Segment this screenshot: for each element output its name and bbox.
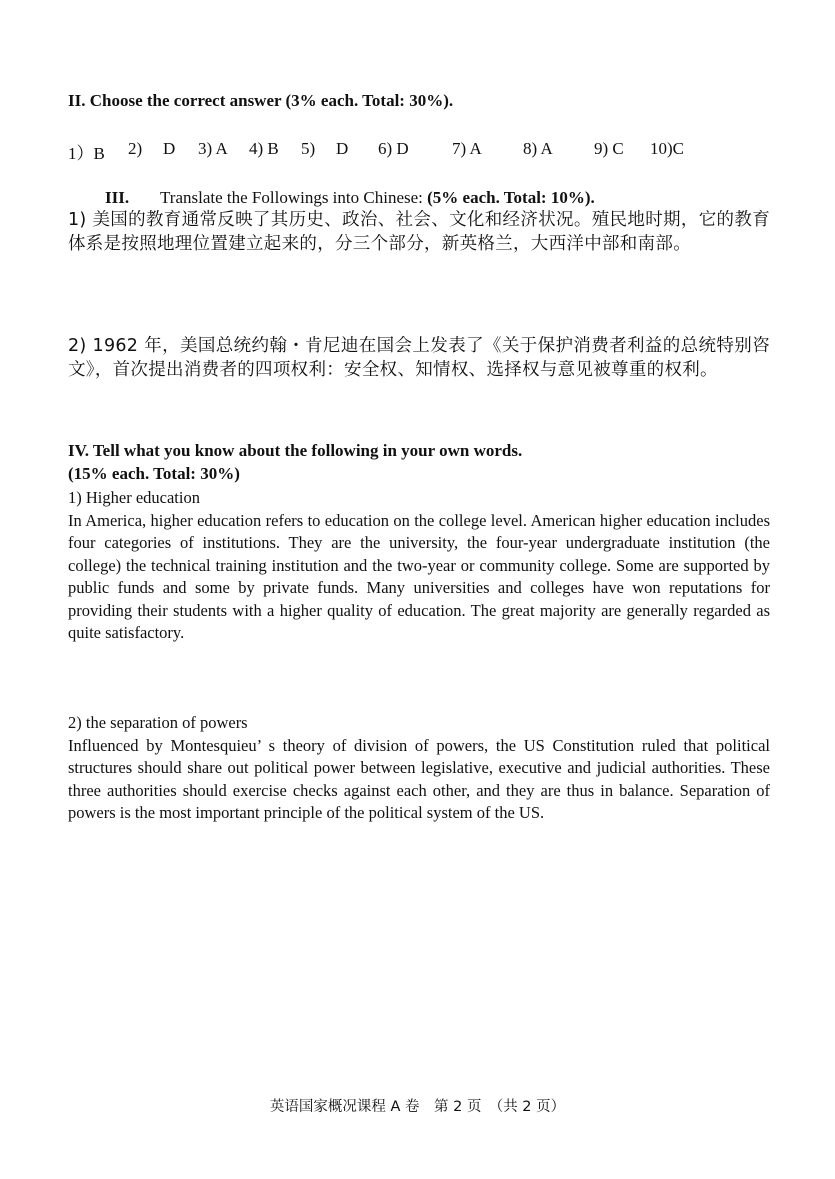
answer-7: 7) A — [452, 139, 482, 158]
answer-10: 10)C — [650, 139, 684, 158]
translation-2: 2) 1962 年，美国总统约翰・肯尼迪在国会上发表了《关于保护消费者利益的总统特别咨文》，首次提出消费者的四项权利：安全权、知情权、选择权与意见被尊重的权利。 — [68, 336, 770, 380]
page-footer: 英语国家概况课程 A 卷 第 2 页 （共 2 页） — [269, 1099, 566, 1115]
section-4-points: (15% each. Total: 30%) — [68, 464, 240, 483]
answer-3: 3) A — [198, 139, 228, 158]
section-3-points: (5% each. Total: 10%). — [427, 188, 595, 207]
answer-6: 6) D — [378, 139, 409, 158]
essay-1-body: In America, higher education refers to education on the college level. American higher education includes four categories of institutions. They are the university, the four-year undergraduate institution (the college) the technical training institution and the two-year or community college. Some are supported by public funds and some by private funds. Many universities and colleges have won reputations for providing their students with a higher quality of education. The great majority are generally regarded as quite satisfactory. — [68, 510, 770, 642]
answer-4: 4) B — [249, 139, 279, 158]
essay-2 — [68, 712, 770, 825]
essay-2-title: 2) the separation of powers — [68, 713, 248, 732]
section-3-title — [160, 188, 595, 208]
essay-2-body: Influenced by Montesquieu’ s theory of division of powers, the US Constitution ruled that political structures should share out political power between legislative, executive and judicial authorities. These three authorities should exercise checks against each other, and they are thus in balance. Separation of powers is the most important principle of the political system of the US. — [68, 735, 770, 822]
section-3-number: III. — [105, 188, 130, 207]
translation-1: 1) 美国的教育通常反映了其历史、政治、社会、文化和经济状况。殖民地时期，它的教育体系是按照地理位置建立起来的，分三个部分，新英格兰，大西洋中部和南部。 — [68, 210, 770, 254]
answer-2-letter: D — [163, 139, 176, 158]
answer-9: 9) C — [594, 139, 624, 158]
answer-1: 1）B — [68, 144, 105, 163]
essay-1 — [68, 487, 770, 645]
essay-1-title: 1) Higher education — [68, 488, 200, 507]
section-4-title: IV. Tell what you know about the following in your own words. — [68, 441, 523, 460]
answer-5-num: 5) — [301, 139, 316, 158]
answer-5-letter: D — [336, 139, 349, 158]
section-2-heading: II. Choose the correct answer (3% each. Total: 30%). — [68, 91, 454, 110]
answer-2-num: 2) — [128, 139, 143, 158]
section-3-title-text: Translate the Followings into Chinese: — [160, 188, 423, 207]
section-4-heading — [68, 439, 770, 485]
answer-8: 8) A — [523, 139, 553, 158]
